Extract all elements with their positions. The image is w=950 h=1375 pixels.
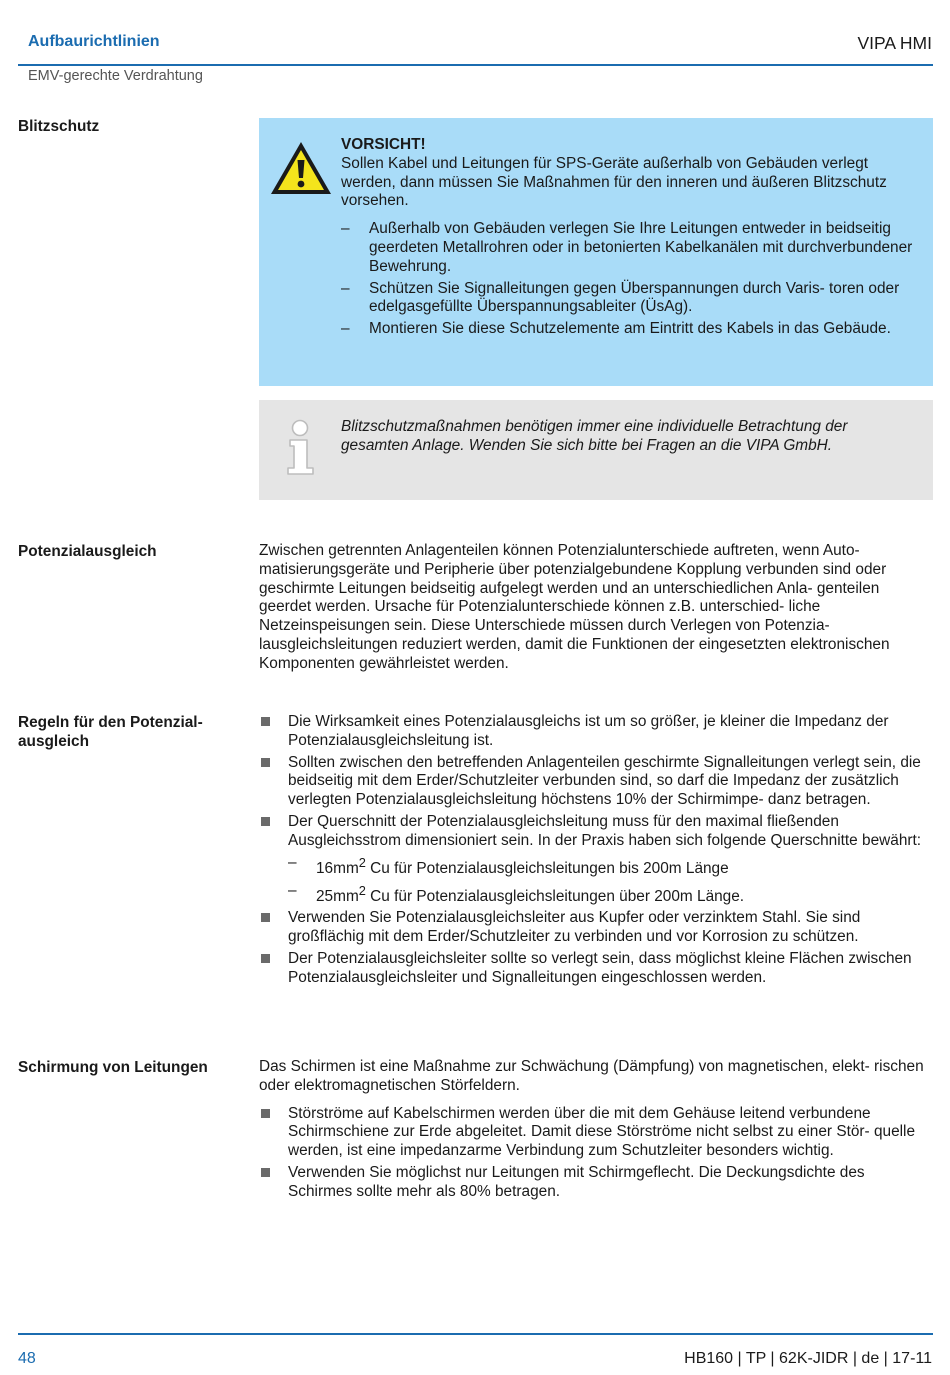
sub-item-sup: 2 (358, 882, 366, 898)
bullet-square-icon (261, 1109, 270, 1118)
list-item-text: Die Wirksamkeit eines Potenzialausgleichs ist um so größer, je kleiner die Impedanz der Potenzialausgleichsleitung ist. (288, 713, 889, 749)
sub-item-post: Cu für Potenzialausgleichsleitungen über 200m Länge. (365, 887, 745, 905)
schirmung-list (259, 1105, 933, 1202)
list-item (288, 854, 933, 879)
list-item (259, 713, 933, 751)
list-item (259, 1164, 933, 1202)
list-item (259, 909, 933, 947)
list-item (259, 754, 933, 810)
schirmung-heading: Schirmung von Leitungen (18, 1059, 208, 1076)
bullet-square-icon (261, 954, 270, 963)
list-item-text: Sollten zwischen den betreffenden Anlagenteilen geschirmte Signalleitungen verlegt sein, die beidseitig mit dem Erder/Schutzleiter verbunden sind, so darf die Impedanz der zusätzlich verlegten Potenzialausgleichsleitung höchstens 10% der Schirmimpe- danz betragen. (288, 753, 921, 809)
sub-item-post: Cu für Potenzialausgleichsleitungen bis 200m Länge (365, 859, 729, 877)
list-item: – Außerhalb von Gebäuden verlegen Sie Ihre Leitungen entweder in beidseitig geerdeten Metallrohren oder in betonierten Kabelkanälen mit durchverbundener Bewehrung. (341, 220, 919, 276)
potenzialausgleich-heading: Potenzialausgleich (18, 543, 157, 560)
list-item: – Schützen Sie Signalleitungen gegen Überspannungen durch Varis- toren oder edelgasgefüllte Überspannungsableiter (ÜsAg). (341, 280, 919, 318)
list-item-text: Verwenden Sie möglichst nur Leitungen mit Schirmgeflecht. Die Deckungsdichte des Schirmes sollte mehr als 80% betragen. (288, 1163, 865, 1200)
section-title: Aufbaurichtlinien (28, 33, 160, 50)
info-note-box (259, 400, 933, 500)
regeln-content (259, 713, 933, 991)
list-item-text: Der Querschnitt der Potenzialausgleichsleitung muss für den maximal fließenden Ausgleichsstrom dimensioniert sein. In der Praxis haben sich folgende Querschnitte bewährt: (288, 812, 922, 849)
document-id: HB160 | TP | 62K-JIDR | de | 17-11 (684, 1350, 932, 1367)
bullet-square-icon (261, 758, 270, 767)
bullet-square-icon (261, 817, 270, 826)
list-item (288, 882, 933, 907)
footer-divider (18, 1333, 933, 1335)
caution-text: Sollen Kabel und Leitungen für SPS-Geräte außerhalb von Gebäuden verlegt werden, dann müssen Sie Maßnahmen für den inneren und äußeren Blitzschutz vorsehen. (341, 154, 887, 210)
blitzschutz-heading: Blitzschutz (18, 118, 100, 135)
list-item-text: Verwenden Sie Potenzialausgleichsleiter aus Kupfer oder verzinktem Stahl. Sie sind großflächig mit dem Erder/Schutzleiter zu verbinden und vor Korrosion zu schützen. (288, 909, 861, 946)
list-item-text: Störströme auf Kabelschirmen werden über die mit dem Gehäuse leitend verbundene Schirmschiene zur Erde abgeleitet. Damit diese Störströme nicht selbst zu einer Stör- quelle werden, ist eine impedanzarme Verbindung zum Schutzleiter besonders wichtig. (288, 1104, 916, 1160)
list-item (259, 1105, 933, 1161)
header-divider (18, 64, 933, 66)
cross-section-list (288, 854, 933, 907)
warning-triangle-icon (268, 139, 334, 197)
subsection-title: EMV-gerechte Verdrahtung (28, 68, 203, 84)
bullet-square-icon (261, 717, 270, 726)
sub-item-sup: 2 (358, 854, 366, 870)
schirmung-text: Das Schirmen ist eine Maßnahme zur Schwächung (Dämpfung) von magnetischen, elekt- rischen oder elektromagnetischen Störfeldern. (259, 1058, 924, 1094)
caution-box (259, 118, 933, 386)
sub-item-pre: 16mm (316, 859, 359, 877)
schirmung-content (259, 1058, 933, 1205)
info-icon (283, 418, 319, 476)
list-item-text: Der Potenzialausgleichsleiter sollte so verlegt sein, dass möglichst kleine Flächen zwischen Potenzialausgleichsleiter und Signalleitungen eingeschlossen werden. (288, 950, 912, 986)
list-item: – Montieren Sie diese Schutzelemente am Eintritt des Kabels in das Gebäude. (341, 320, 919, 339)
info-note-text: Blitzschutzmaßnahmen benötigen immer eine individuelle Betrachtung der gesamten Anlage. Wenden Sie sich bitte bei Fragen an die VIPA GmbH. (341, 418, 848, 454)
regeln-heading: Regeln für den Potenzial- ausgleich (18, 714, 203, 750)
caution-list (341, 220, 919, 339)
page-number: 48 (18, 1350, 36, 1367)
bullet-square-icon (261, 1168, 270, 1177)
sub-item-pre: 25mm (316, 887, 359, 905)
potenzialausgleich-text: Zwischen getrennten Anlagenteilen können Potenzialunterschiede auftreten, wenn Auto- matisierungsgeräte und Peripherie über potenzialgebundene Kopplung verbunden sind oder geschirmte Leitungen beidseitig aufgelegt werden und an unterschiedlichen Anla- genteilen geerdet werden. Ursache für Potenzialunterschiede können z.B. unterschied- liche Netzeinspeisungen sein. Diese Unterschiede müssen durch Verlegen von Potenzia- lausgleichsleitungen reduziert werden, damit die Funktionen der eingesetzten elektronischen Komponenten gewährleistet werden. (259, 542, 890, 672)
bullet-square-icon (261, 913, 270, 922)
regeln-list (259, 713, 933, 988)
product-name: VIPA HMI (857, 33, 932, 53)
caution-title: VORSICHT! (341, 136, 426, 153)
list-item (259, 950, 933, 988)
list-item (259, 813, 933, 906)
